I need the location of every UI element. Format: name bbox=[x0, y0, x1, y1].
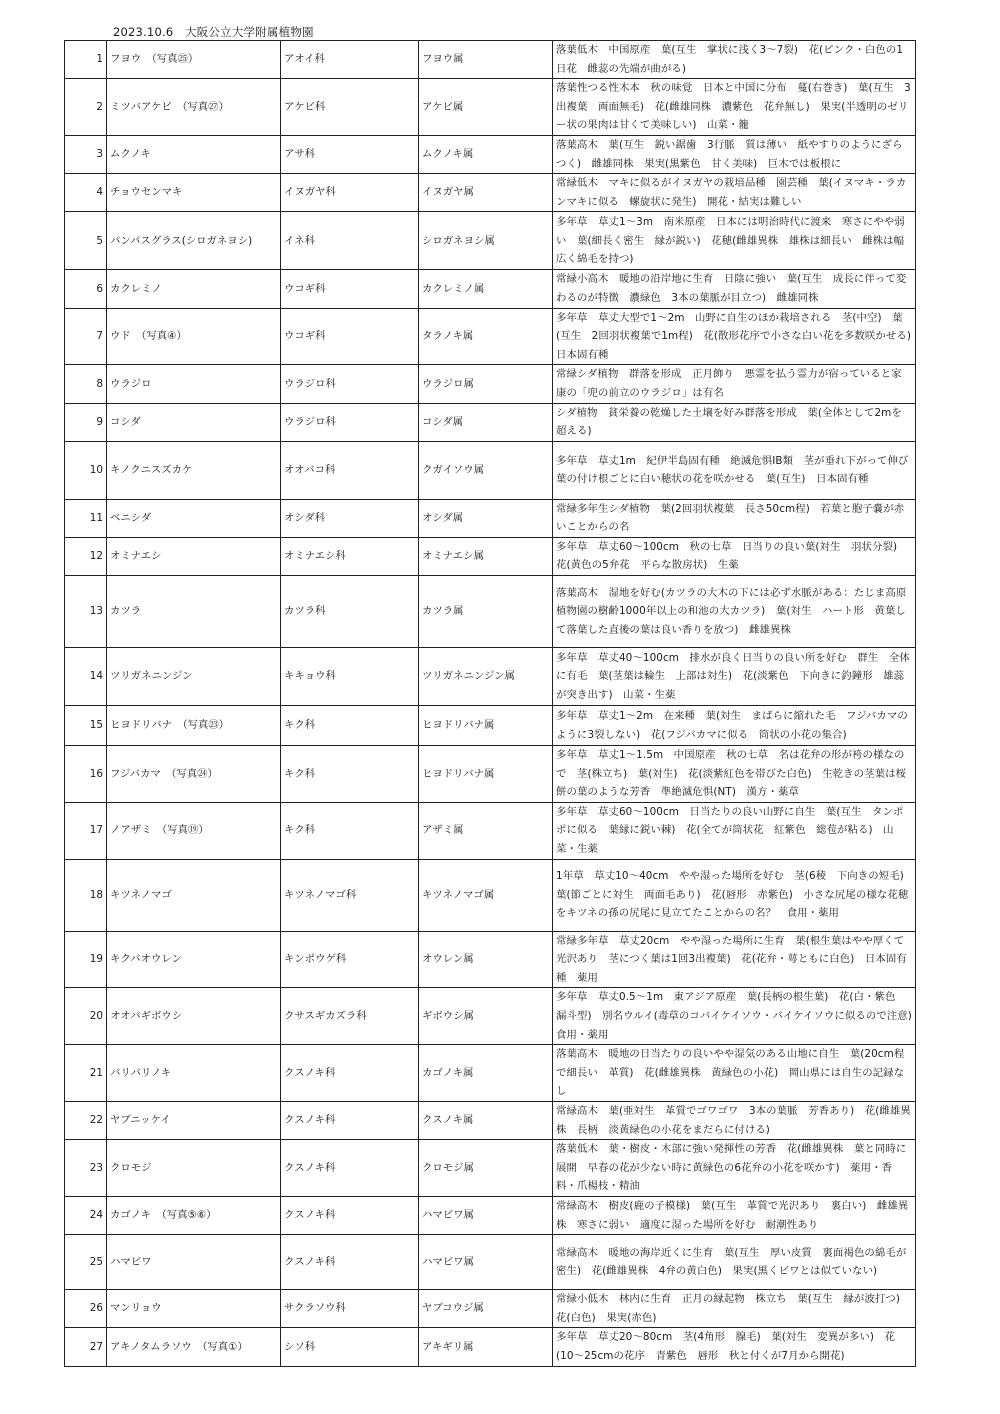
plant-genus: クスノキ属 bbox=[419, 1101, 553, 1139]
table-row bbox=[65, 1140, 916, 1197]
plant-description: 常緑低木 マキに似るがイヌガヤの栽培品種 園芸種 葉(イヌマキ・ラカンマキに似る 螺旋状に発生) 開花・結実は難しい bbox=[553, 174, 916, 212]
plant-name: カクレミノ bbox=[107, 270, 281, 308]
row-number: 9 bbox=[65, 403, 107, 441]
table-row bbox=[65, 1328, 916, 1366]
table-row bbox=[65, 499, 916, 537]
plant-name: オオバギボウシ bbox=[107, 988, 281, 1045]
plant-genus: フヨウ属 bbox=[419, 41, 553, 79]
row-number: 26 bbox=[65, 1290, 107, 1328]
plant-family: アオイ科 bbox=[281, 41, 419, 79]
table-row bbox=[65, 1290, 916, 1328]
plant-name: バリバリノキ bbox=[107, 1045, 281, 1102]
plant-name: フジバカマ （写真㉔） bbox=[107, 746, 281, 803]
row-number: 27 bbox=[65, 1328, 107, 1366]
plant-family: クスノキ科 bbox=[281, 1101, 419, 1139]
plant-genus: アキギリ属 bbox=[419, 1328, 553, 1366]
plant-name: オミナエシ bbox=[107, 537, 281, 575]
table-row bbox=[65, 988, 916, 1045]
row-number: 1 bbox=[65, 41, 107, 79]
plant-family: キツネノマゴ科 bbox=[281, 859, 419, 931]
plant-family: クスノキ科 bbox=[281, 1235, 419, 1290]
plant-description: 多年草 草丈大型で1～2m 山野に自生のほか栽培される 茎(中空) 葉(互生 2回羽状複葉で1m程) 花(散形花序で小さな白い花を多数咲かせる) 日本固有種 bbox=[553, 308, 916, 365]
plant-genus: ハマビワ属 bbox=[419, 1196, 553, 1234]
plant-family: クスノキ科 bbox=[281, 1140, 419, 1197]
plant-family: クサスギカズラ科 bbox=[281, 988, 419, 1045]
plant-name: フヨウ （写真㉕） bbox=[107, 41, 281, 79]
plant-name: ノアザミ （写真⑲） bbox=[107, 802, 281, 859]
plant-name: ミツバアケビ （写真㉗） bbox=[107, 79, 281, 136]
plant-genus: ヒヨドリバナ属 bbox=[419, 746, 553, 803]
plant-genus: タラノキ属 bbox=[419, 308, 553, 365]
plant-genus: ヒヨドリバナ属 bbox=[419, 706, 553, 746]
plant-table bbox=[64, 40, 923, 1367]
plant-name: カツラ bbox=[107, 576, 281, 648]
plant-family: オミナエシ科 bbox=[281, 537, 419, 575]
plant-name: ヤブニッケイ bbox=[107, 1101, 281, 1139]
plant-description: 常緑小高木 暖地の沿岸地に生育 日陰に強い 葉(互生 成長に伴って変わるのが特徴 濃緑色 3本の葉脈が目立つ) 雌雄同株 bbox=[553, 270, 916, 308]
row-number: 21 bbox=[65, 1045, 107, 1102]
plant-description: 落葉低木 葉・樹皮・木部に強い発揮性の芳香 花(雌雄異株 葉と同時に展開 早春の花が少ない時に黄緑色の6花弁の小花を咲かす) 薬用・香料・爪楊枝・精油 bbox=[553, 1140, 916, 1197]
plant-description: 常緑高木 暖地の海岸近くに生育 葉(互生 厚い皮質 裏面褐色の綿毛が密生) 花(雌雄異株 4弁の黄白色) 果実(黒くビワとは似ていない) bbox=[553, 1235, 916, 1290]
table-row bbox=[65, 41, 916, 79]
plant-family: オオバコ科 bbox=[281, 441, 419, 499]
row-number: 18 bbox=[65, 859, 107, 931]
row-number: 23 bbox=[65, 1140, 107, 1197]
row-number: 7 bbox=[65, 308, 107, 365]
plant-name: ハマビワ bbox=[107, 1235, 281, 1290]
table-row bbox=[65, 1101, 916, 1139]
plant-description: 多年草 草丈0.5～1m 東アジア原産 葉(長柄の根生葉) 花(白・紫色 漏斗型) 別名ウルイ(毒草のコバイケイソウ・バイケイソウに似るので注意) 食用・薬用 bbox=[553, 988, 916, 1045]
plant-genus: アケビ属 bbox=[419, 79, 553, 136]
row-number: 13 bbox=[65, 576, 107, 648]
row-number: 8 bbox=[65, 365, 107, 403]
table-row bbox=[65, 648, 916, 706]
row-number: 15 bbox=[65, 706, 107, 746]
plant-description: 常緑小低木 林内に生育 正月の縁起物 株立ち 葉(互生 縁が波打つ) 花(白色) 果実(赤色) bbox=[553, 1290, 916, 1328]
plant-family: キキョウ科 bbox=[281, 648, 419, 706]
plant-genus: ツリガネニンジン属 bbox=[419, 648, 553, 706]
plant-name: キクバオウレン bbox=[107, 931, 281, 988]
plant-genus: ヤブコウジ属 bbox=[419, 1290, 553, 1328]
row-number: 4 bbox=[65, 174, 107, 212]
row-number: 11 bbox=[65, 499, 107, 537]
plant-description: 落葉高木 暖地の日当たりの良いやや湿気のある山地に自生 葉(20cm程で細長い 革質) 花(雌雄異株 黄緑色の小花) 岡山県には自生の記録なし bbox=[553, 1045, 916, 1102]
plant-family: キク科 bbox=[281, 802, 419, 859]
plant-genus: アザミ属 bbox=[419, 802, 553, 859]
row-number: 14 bbox=[65, 648, 107, 706]
plant-table-body bbox=[65, 41, 923, 1367]
table-row bbox=[65, 308, 916, 365]
plant-family: イネ科 bbox=[281, 212, 419, 270]
table-row bbox=[65, 1045, 916, 1102]
plant-name: コシダ bbox=[107, 403, 281, 441]
plant-description: 落葉性つる性木本 秋の味覚 日本と中国に分布 蔓(右巻き) 葉(互生 3出複葉 両面無毛) 花(雌雄同株 濃紫色 花弁無し) 果実(半透明のゼリー状の果肉は甘くて美味しい) 山菜・籠 bbox=[553, 79, 916, 136]
plant-name: ベニシダ bbox=[107, 499, 281, 537]
table-row bbox=[65, 537, 916, 575]
plant-name: クロモジ bbox=[107, 1140, 281, 1197]
plant-description: 落葉高木 葉(互生 鋭い鋸歯 3行脈 質は薄い 紙やすりのようにざらつく) 雌雄同株 果実(黒紫色 甘く美味) 巨木では板根に bbox=[553, 135, 916, 173]
plant-family: シソ科 bbox=[281, 1328, 419, 1366]
table-row bbox=[65, 135, 916, 173]
plant-description: 多年草 草丈1～3m 南米原産 日本には明治時代に渡来 寒さにやや弱い 葉(細長く密生 縁が鋭い) 花穂(雌雄異株 雄株は細長い 雌株は幅広く綿毛を持つ) bbox=[553, 212, 916, 270]
table-row bbox=[65, 403, 916, 441]
plant-name: カゴノキ （写真⑤⑥） bbox=[107, 1196, 281, 1234]
plant-family: アケビ科 bbox=[281, 79, 419, 136]
plant-description: 多年草 草丈20～80cm 茎(4角形 腺毛) 葉(対生 変異が多い) 花(10～25cmの花序 青紫色 唇形 秋と付くが7月から開花) bbox=[553, 1328, 916, 1366]
table-row bbox=[65, 802, 916, 859]
plant-name: チョウセンマキ bbox=[107, 174, 281, 212]
plant-description: 落葉高木 湿地を好む(カツラの大木の下には必ず水脈がある：たじま高原植物園の樹齢1000年以上の和池の大カツラ) 葉(対生 ハート形 黄葉して落葉した直後の葉は良い香りを放つ) 雌雄異株 bbox=[553, 576, 916, 648]
document-header: 2023.10.6 大阪公立大学附属植物園 bbox=[113, 25, 314, 39]
plant-genus: ハマビワ属 bbox=[419, 1235, 553, 1290]
plant-description: 多年草 草丈60～100cm 秋の七草 日当りの良い葉(対生 羽状分裂) 花(黄色の5弁花 平らな散房状) 生薬 bbox=[553, 537, 916, 575]
table-row bbox=[65, 365, 916, 403]
plant-genus: オミナエシ属 bbox=[419, 537, 553, 575]
row-number: 16 bbox=[65, 746, 107, 803]
plant-family: イヌガヤ科 bbox=[281, 174, 419, 212]
plant-name: パンパスグラス(シロガネヨシ) bbox=[107, 212, 281, 270]
plant-name: ウラジロ bbox=[107, 365, 281, 403]
plant-name: アキノタムラソウ （写真①） bbox=[107, 1328, 281, 1366]
table-row bbox=[65, 174, 916, 212]
plant-family: キク科 bbox=[281, 746, 419, 803]
row-number: 10 bbox=[65, 441, 107, 499]
table-row bbox=[65, 270, 916, 308]
plant-family: キク科 bbox=[281, 706, 419, 746]
plant-genus: イヌガヤ属 bbox=[419, 174, 553, 212]
row-number: 12 bbox=[65, 537, 107, 575]
plant-name: ムクノキ bbox=[107, 135, 281, 173]
plant-genus: ムクノキ属 bbox=[419, 135, 553, 173]
plant-genus: カクレミノ属 bbox=[419, 270, 553, 308]
plant-genus: ギボウシ属 bbox=[419, 988, 553, 1045]
table-row bbox=[65, 859, 916, 931]
table-row bbox=[65, 706, 916, 746]
plant-name: キツネノマゴ bbox=[107, 859, 281, 931]
plant-family: ウコギ科 bbox=[281, 308, 419, 365]
plant-description: 多年草 草丈1～2m 在来種 葉(対生 まばらに縮れた毛 フジバカマのように3裂しない) 花(フジバカマに似る 筒状の小花の集合) bbox=[553, 706, 916, 746]
plant-family: キンポウゲ科 bbox=[281, 931, 419, 988]
plant-name: ヒヨドリバナ （写真㉓） bbox=[107, 706, 281, 746]
plant-description: 常緑多年生シダ植物 葉(2回羽状複葉 長さ50cm程) 若葉と胞子嚢が赤いことからの名 bbox=[553, 499, 916, 537]
plant-genus: シロガネヨシ属 bbox=[419, 212, 553, 270]
table-row bbox=[65, 79, 916, 136]
plant-name: キノクニスズカケ bbox=[107, 441, 281, 499]
row-number: 24 bbox=[65, 1196, 107, 1234]
plant-description: 落葉低木 中国原産 葉(互生 掌状に浅く3～7裂) 花(ピンク・白色の1日花 雌蕊の先端が曲がる) bbox=[553, 41, 916, 79]
plant-genus: コシダ属 bbox=[419, 403, 553, 441]
plant-genus: ウラジロ属 bbox=[419, 365, 553, 403]
table-row bbox=[65, 576, 916, 648]
plant-family: カツラ科 bbox=[281, 576, 419, 648]
plant-family: クスノキ科 bbox=[281, 1196, 419, 1234]
table-row bbox=[65, 746, 916, 803]
row-number: 2 bbox=[65, 79, 107, 136]
plant-genus: オシダ属 bbox=[419, 499, 553, 537]
row-number: 19 bbox=[65, 931, 107, 988]
plant-genus: カゴノキ属 bbox=[419, 1045, 553, 1102]
plant-description: 常緑高木 葉(亜対生 革質でゴワゴワ 3本の葉脈 芳香あり) 花(雌雄異株 長柄 淡黄緑色の小花をまだらに付ける) bbox=[553, 1101, 916, 1139]
plant-genus: クロモジ属 bbox=[419, 1140, 553, 1197]
plant-family: アサ科 bbox=[281, 135, 419, 173]
plant-description: 多年草 草丈1m 紀伊半島固有種 絶滅危惧IB類 茎が垂れ下がって伸び葉の付け根ごとに白い穂状の花を咲かせる 葉(互生) 日本固有種 bbox=[553, 441, 916, 499]
plant-description: 常緑高木 樹皮(鹿の子模様) 葉(互生 革質で光沢あり 裏白い) 雌雄異株 寒さに弱い 適度に湿った場所を好む 耐潮性あり bbox=[553, 1196, 916, 1234]
row-number: 20 bbox=[65, 988, 107, 1045]
plant-name: ウド （写真④） bbox=[107, 308, 281, 365]
row-number: 6 bbox=[65, 270, 107, 308]
plant-family: サクラソウ科 bbox=[281, 1290, 419, 1328]
row-number: 22 bbox=[65, 1101, 107, 1139]
row-number: 25 bbox=[65, 1235, 107, 1290]
plant-genus: クガイソウ属 bbox=[419, 441, 553, 499]
plant-family: ウコギ科 bbox=[281, 270, 419, 308]
plant-family: ウラジロ科 bbox=[281, 403, 419, 441]
row-number: 5 bbox=[65, 212, 107, 270]
plant-name: ツリガネニンジン bbox=[107, 648, 281, 706]
plant-genus: キツネノマゴ属 bbox=[419, 859, 553, 931]
plant-description: 常緑シダ植物 群落を形成 正月飾り 悪霊を払う霊力が宿っていると家康の「兜の前立のウラジロ」は有名 bbox=[553, 365, 916, 403]
plant-name: マンリョウ bbox=[107, 1290, 281, 1328]
table-row bbox=[65, 1235, 916, 1290]
plant-family: クスノキ科 bbox=[281, 1045, 419, 1102]
plant-genus: オウレン属 bbox=[419, 931, 553, 988]
table-row bbox=[65, 212, 916, 270]
plant-family: ウラジロ科 bbox=[281, 365, 419, 403]
table-row bbox=[65, 1196, 916, 1234]
plant-family: オシダ科 bbox=[281, 499, 419, 537]
row-number: 3 bbox=[65, 135, 107, 173]
plant-description: 多年草 草丈60～100cm 日当たりの良い山野に自生 葉(互生 タンポポに似る 葉縁に鋭い棘) 花(全てが筒状花 紅紫色 総苞が粘る) 山菜・生薬 bbox=[553, 802, 916, 859]
plant-description: 多年草 草丈40～100cm 排水が良く日当りの良い所を好む 群生 全体に有毛 葉(茎葉は輪生 上部は対生) 花(淡紫色 下向きに釣鐘形 雄蕊が突き出す) 山菜・生薬 bbox=[553, 648, 916, 706]
row-number: 17 bbox=[65, 802, 107, 859]
plant-genus: カツラ属 bbox=[419, 576, 553, 648]
plant-description: 1年草 草丈10～40cm やや湿った場所を好む 茎(6稜 下向きの短毛) 葉(節ごとに対生 両面毛あり) 花(唇形 赤紫色) 小さな尻尾の様な花穂をキツネの孫の尻尾に見立てたことからの名？ 食用・薬用 bbox=[553, 859, 916, 931]
table-row bbox=[65, 931, 916, 988]
table-row bbox=[65, 441, 916, 499]
plant-description: 常緑多年草 草丈20cm やや湿った場所に生育 葉(根生葉はやや厚くて光沢あり 茎につく葉は1回3出複葉) 花(花弁・萼ともに白色) 日本固有種 薬用 bbox=[553, 931, 916, 988]
plant-description: 多年草 草丈1～1.5m 中国原産 秋の七草 名は花弁の形が袴の様なので 茎(株立ち) 葉(対生) 花(淡紫紅色を帯びた白色) 生乾きの茎葉は桜餅の葉のような芳香 準絶滅危惧(NT) 漢方・薬草 bbox=[553, 746, 916, 803]
plant-description: シダ植物 貧栄養の乾燥した土壌を好み群落を形成 葉(全体として2mを超える) bbox=[553, 403, 916, 441]
